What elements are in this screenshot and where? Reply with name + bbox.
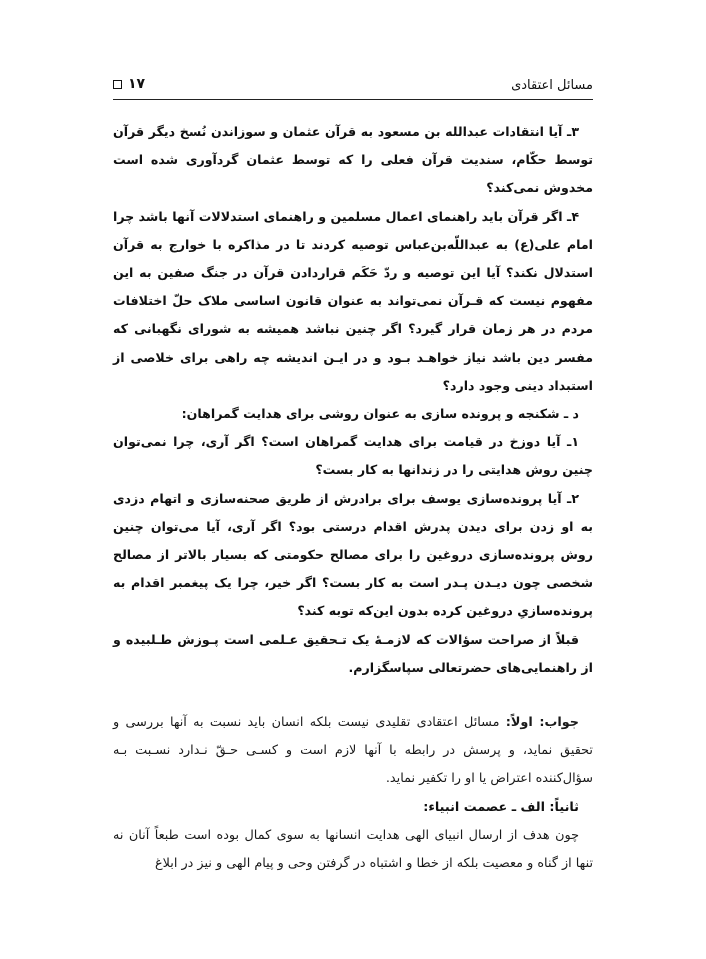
answer-heading: ثانیاً: الف ـ عصمت انبیاء: bbox=[423, 799, 579, 815]
answer-prophets: چون هدف از ارسال انبیای الهی هدایت انسانها به سوی کمال بوده است طبعاً آنان نه تنها از گناه و معصیت بلکه از خطا و اشتباه در گرفتن وحی و پیام الهی و نیز در ابلاغ bbox=[113, 827, 593, 872]
answer-intro-text: مسائل اعتقادی تقلیدی نیست بلکه انسان باید نسبت به آنها بررسی و تحقیق نماید، و پرسش در رابطه با آنها لازم است و کسـی حـقّ نـدارد نسـبت بـه سؤال‌کننده اعتراض یا او را تکفیر نماید. bbox=[113, 715, 593, 787]
page-header bbox=[113, 74, 593, 96]
question-d1: ۱ـ آیا دوزخ در قیامت برای هدایت گمراهان است؟ اگر آری، چرا نمی‌توان چنین روش هدایتی را در زندانها به کار بست؟ bbox=[113, 434, 593, 478]
page-body bbox=[113, 118, 593, 878]
section-gap bbox=[113, 682, 593, 709]
answer-lead: جواب: اولاً: bbox=[505, 715, 579, 731]
question-4: ۴ـ اگر قرآن باید راهنمای اعمال مسلمین و راهنمای استدلالات آنها باشد چرا امام علی(ع) به عبداللّه‌بن‌عباس توصیه کردند تا در مذاکره با خوارج به قرآن استدلال نکند؟ آیا این توصیه و ردّ حَکَم قراردادن قرآن در جنگ صفین به این مفهوم نیست که قـرآن نمی‌تواند به عنوان قانون اساسی ملاک حلّ اختلافات مردم در هر زمان قرار گیرد؟ اگر چنین نباشد همیشه به شورای نگهبانی که مفسر دین باشد نیاز خواهـد بـود و در ایـن اندیشه چه راهی برای خلاصی از استبداد دینی وجود دارد؟ bbox=[113, 208, 593, 393]
question-d2: ۲ـ آیا پرونده‌سازی یوسف برای برادرش از طریق صحنه‌سازی و اتهام دزدی به او زدن برای دیدن پدرش اقدام درستی بود؟ اگر آری، آیا می‌توان چنین روش پرونده‌سازی دروغین را برای مصالح حکومتی که بسیار بالاتر از مصالح شخصی چون دیـدن پـدر است به کار بست؟ اگر خیر، چرا یک پیغمبر اقدام به پرونده‌سازیِ دروغین کرده بدون این‌که توبه کند؟ bbox=[113, 490, 593, 619]
running-title: مسائل اعتقادی bbox=[511, 78, 593, 93]
section-d-heading: د ـ شکنجه و پرونده سازی به عنوان روشی برای هدایت گمراهان: bbox=[181, 406, 579, 422]
answer-intro bbox=[113, 709, 593, 794]
square-icon bbox=[113, 80, 122, 89]
closing-paragraph: قبلاً از صراحت سؤالات که لازمـهٔ یک تـحقیق عـلمی است پـوزش طـلبیده و از راهنمایی‌های حضرتعالی سپاسگزارم. bbox=[113, 631, 593, 675]
header-divider bbox=[113, 99, 593, 100]
question-3: ۳ـ آیا انتقادات عبدالله بن مسعود به قرآن عثمان و سوزاندن نُسخ دیگر قرآن توسط حکّام، سندیت قرآن فعلی را که توسط عثمان گردآوری شده است مخدوش نمی‌کند؟ bbox=[113, 124, 593, 196]
page-number: ۱۷ bbox=[128, 76, 146, 92]
page-number-block bbox=[113, 76, 145, 92]
